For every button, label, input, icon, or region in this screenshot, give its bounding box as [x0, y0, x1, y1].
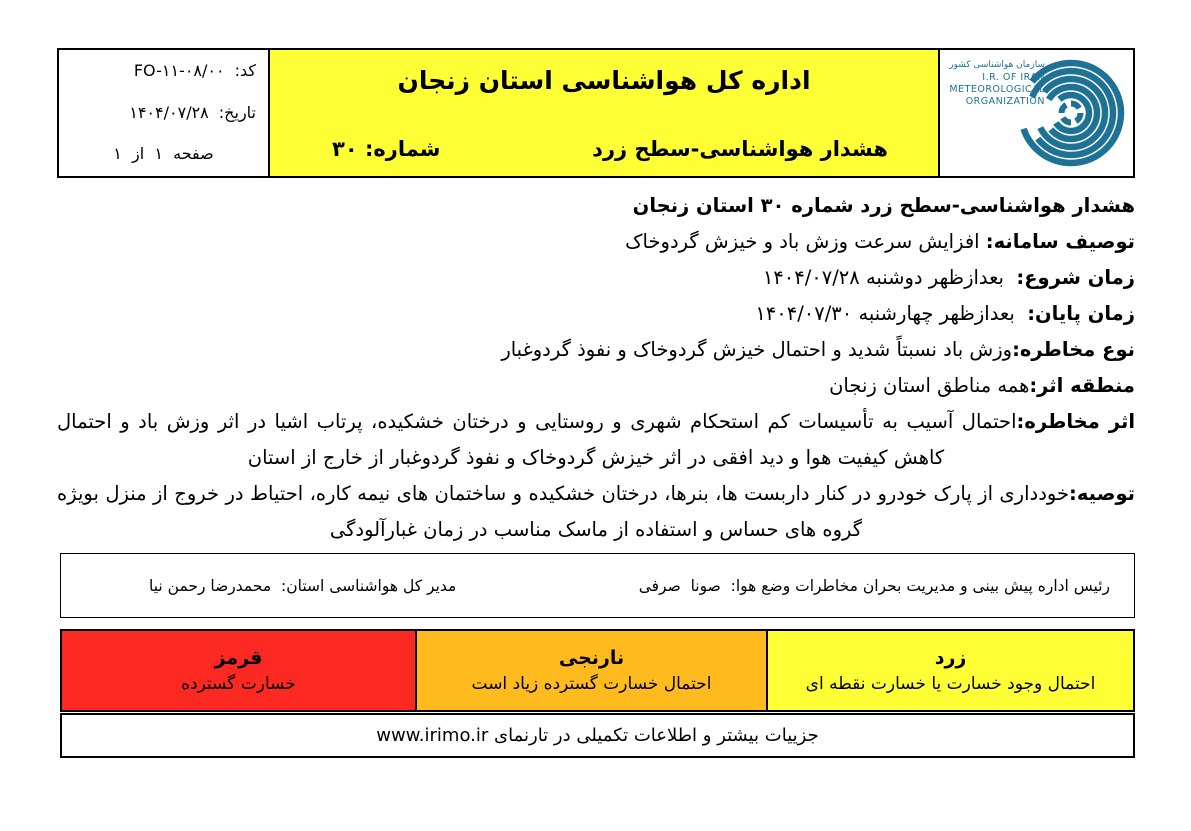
field-value: افزایش سرعت وزش باد و خیزش گردوخاک: [625, 230, 986, 253]
date-label: تاریخ:: [218, 102, 256, 122]
warning-body: [57, 188, 1135, 548]
irimo-logo-icon: [947, 54, 1127, 172]
legend-orange-cell: [417, 629, 768, 712]
logo-text-fa: سازمان هواشناسی کشور: [948, 60, 1045, 70]
warning-heading: هشدار هواشناسی-سطح زرد شماره ۳۰ استان زنجان: [632, 194, 1135, 217]
legend-yellow-name: زرد: [934, 647, 967, 669]
meta-box: [57, 48, 270, 178]
organization-title: اداره کل هواشناسی استان زنجان: [397, 66, 811, 95]
field-start-time: [57, 260, 1135, 296]
title-banner: [270, 48, 940, 178]
code-label: کد:: [234, 61, 256, 80]
field-recommendation: [57, 476, 1135, 548]
footer-bar: [60, 713, 1135, 758]
field-system-description: [57, 224, 1135, 260]
warning-subtitle-row: [270, 137, 938, 161]
director-general-signature: مدیر کل هواشناسی استان: محمدرضا رحمن نیا: [149, 576, 457, 595]
warning-level-legend: [60, 629, 1135, 712]
field-end-time: [57, 296, 1135, 332]
date-value: ۱۴۰۴/۰۷/۲۸: [129, 102, 209, 122]
legend-orange-desc: احتمال خسارت گسترده زیاد است: [471, 674, 712, 694]
date-row: [71, 103, 256, 122]
field-affected-area: [57, 368, 1135, 404]
legend-orange-name: نارنجی: [558, 647, 625, 669]
field-label: توصیف سامانه:: [985, 230, 1135, 253]
logo-text-en2: METEOROLOGICAL: [948, 84, 1045, 95]
header-table: [57, 48, 1135, 178]
field-label: توصیه:: [1069, 482, 1135, 505]
field-value: خودداری از پارک خودرو در کنار داربست ها، بنرها، درختان خشکیده و ساختمان های نیمه کاره، احتیاط در خروج از منزل بویژه گروه های حساس و استفاده از ماسک مناسب در زمان غبارآلودگی: [57, 482, 1070, 541]
code-value: FO-۱۱-۰۸/۰۰: [133, 61, 225, 80]
field-value: احتمال آسیب به تأسیسات کم استحکام شهری و روستایی و درختان خشکیده، پرتاب اشیا در اثر وزش باد و احتمال کاهش کیفیت هوا و دید افقی در اثر خیزش گردوخاک و نفوذ گردوغبار از خارج از استان: [57, 410, 1017, 469]
warning-number: شماره: ۳۰: [332, 137, 441, 161]
legend-yellow-desc: احتمال وجود خسارت یا خسارت نقطه ای: [805, 674, 1096, 694]
page-number: صفحه ۱ از ۱: [113, 144, 214, 163]
field-label: زمان پایان:: [1027, 302, 1135, 325]
forecast-chief-signature: رئیس اداره پیش بینی و مدیریت بحران مخاطرات وضع هوا: صونا صرفی: [638, 576, 1110, 595]
field-value: بعدازظهر چهارشنبه ۱۴۰۴/۰۷/۳۰: [755, 302, 1028, 325]
field-value: وزش باد نسبتاً شدید و احتمال خیزش گردوخاک و نفوذ گردوغبار: [501, 338, 1013, 361]
signature-box: [60, 553, 1135, 618]
logo-box: [940, 48, 1135, 178]
warning-level-text: هشدار هواشناسی-سطح زرد: [592, 137, 888, 161]
footer-website-text: جزییات بیشتر و اطلاعات تکمیلی در تارنمای www.irimo.ir: [376, 725, 819, 746]
field-hazard-type: [57, 332, 1135, 368]
field-value: همه مناطق استان زنجان: [829, 374, 1030, 397]
field-label: زمان شروع:: [1016, 266, 1135, 289]
legend-yellow-cell: [768, 629, 1135, 712]
field-label: نوع مخاطره:: [1012, 338, 1135, 361]
logo-text-en3: ORGANIZATION: [965, 96, 1045, 107]
field-value: بعدازظهر دوشنبه ۱۴۰۴/۰۷/۲۸: [762, 266, 1017, 289]
field-label: اثر مخاطره:: [1016, 410, 1135, 433]
legend-red-desc: خسارت گسترده: [181, 674, 296, 694]
legend-red-cell: [60, 629, 417, 712]
code-row: [71, 61, 256, 80]
logo-text-en1: I.R. OF IRAN: [981, 72, 1045, 83]
field-label: منطقه اثر:: [1029, 374, 1135, 397]
legend-red-name: قرمز: [214, 647, 263, 669]
field-hazard-effect: [57, 404, 1135, 476]
